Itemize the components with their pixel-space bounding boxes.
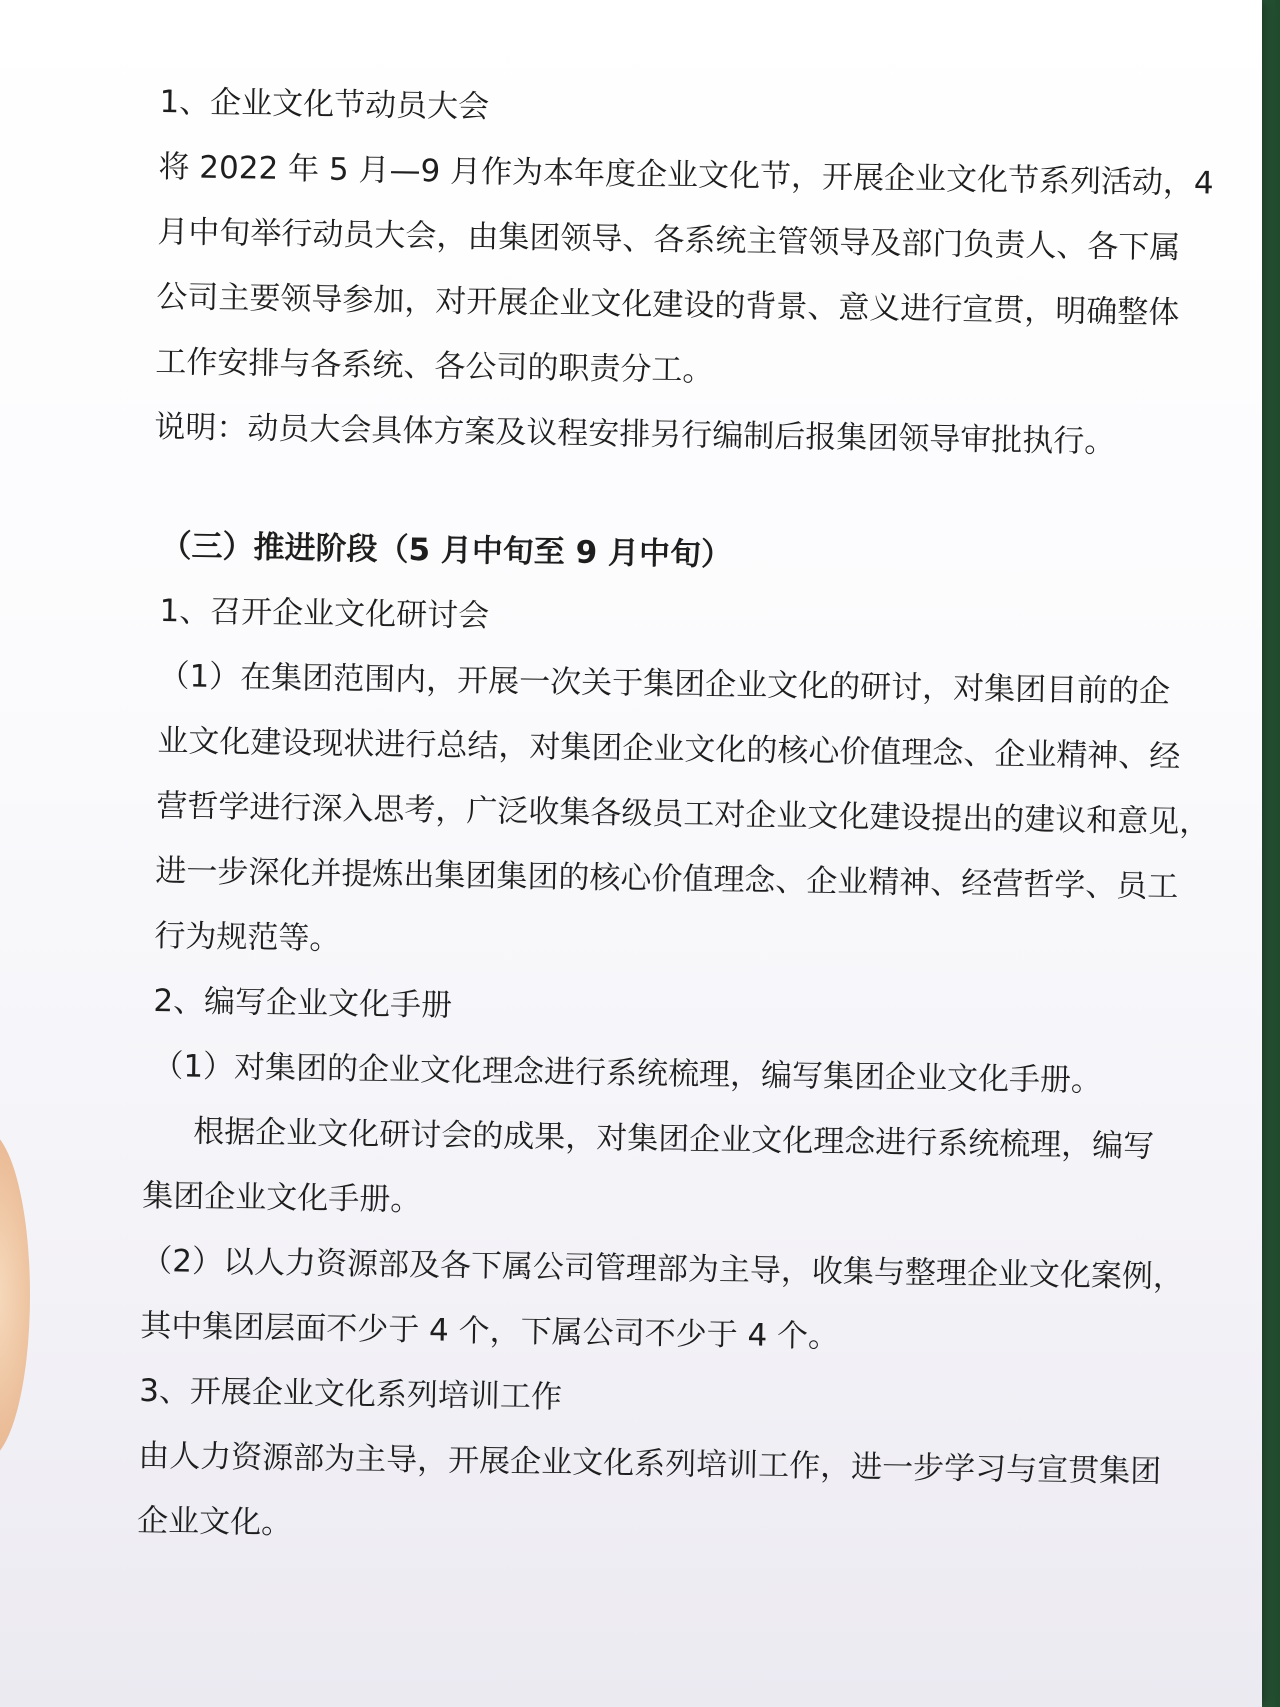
section-heading-promotion-stage: （三）推进阶段（5 月中旬至 9 月中旬） — [160, 528, 733, 574]
paragraph-line: 公司主要领导参加，对开展企业文化建设的背景、意义进行宣贯，明确整体 — [156, 278, 1180, 332]
finger-shadow — [0, 1130, 30, 1460]
paragraph-line: 进一步深化并提炼出集团集团的核心价值理念、企业精神、经营哲学、员工 — [155, 853, 1179, 906]
heading-mobilization-meeting: 1、企业文化节动员大会 — [159, 83, 490, 126]
paragraph-line: （1）对集团的企业文化理念进行系统梳理，编写集团企业文化手册。 — [152, 1048, 1103, 1099]
paragraph-line: 工作安排与各系统、各公司的职责分工。 — [155, 343, 714, 389]
paragraph-line: 营哲学进行深入思考，广泛收集各级员工对企业文化建设提出的建议和意见， — [156, 788, 1211, 841]
paragraph-line: 将 2022 年 5 月—9 月作为本年度企业文化节，开展企业文化节系列活动，4 — [158, 148, 1214, 202]
paragraph-line: （1）在集团范围内，开展一次关于集团企业文化的研讨，对集团目前的企 — [158, 658, 1171, 710]
paragraph-line: 月中旬举行动员大会，由集团领导、各系统主管领导及部门负责人、各下属 — [157, 213, 1181, 267]
heading-seminar: 1、召开企业文化研讨会 — [159, 593, 490, 635]
heading-handbook: 2、编写企业文化手册 — [153, 983, 453, 1024]
note-line: 说明：动员大会具体方案及议程安排另行编制后报集团领导审批执行。 — [154, 408, 1116, 461]
paragraph-line: 其中集团层面不少于 4 个，下属公司不少于 4 个。 — [139, 1307, 840, 1355]
paragraph-line: 由人力资源部为主导，开展企业文化系列培训工作，进一步学习与宣贯集团 — [137, 1437, 1162, 1490]
paragraph-line: 根据企业文化研讨会的成果，对集团企业文化理念进行系统梳理，编写 — [193, 1113, 1155, 1165]
paragraph-line: 行为规范等。 — [154, 918, 341, 957]
heading-training: 3、开展企业文化系列培训工作 — [138, 1372, 563, 1416]
paragraph-line: 集团企业文化手册。 — [142, 1177, 422, 1219]
paragraph-line: 业文化建设现状进行总结，对集团企业文化的核心价值理念、企业精神、经 — [157, 723, 1181, 776]
document-body — [136, 70, 1214, 1570]
paragraph-line: （2）以人力资源部及各下属公司管理部为主导，收集与整理企业文化案例， — [141, 1242, 1185, 1296]
paragraph-line: 企业文化。 — [136, 1502, 293, 1542]
